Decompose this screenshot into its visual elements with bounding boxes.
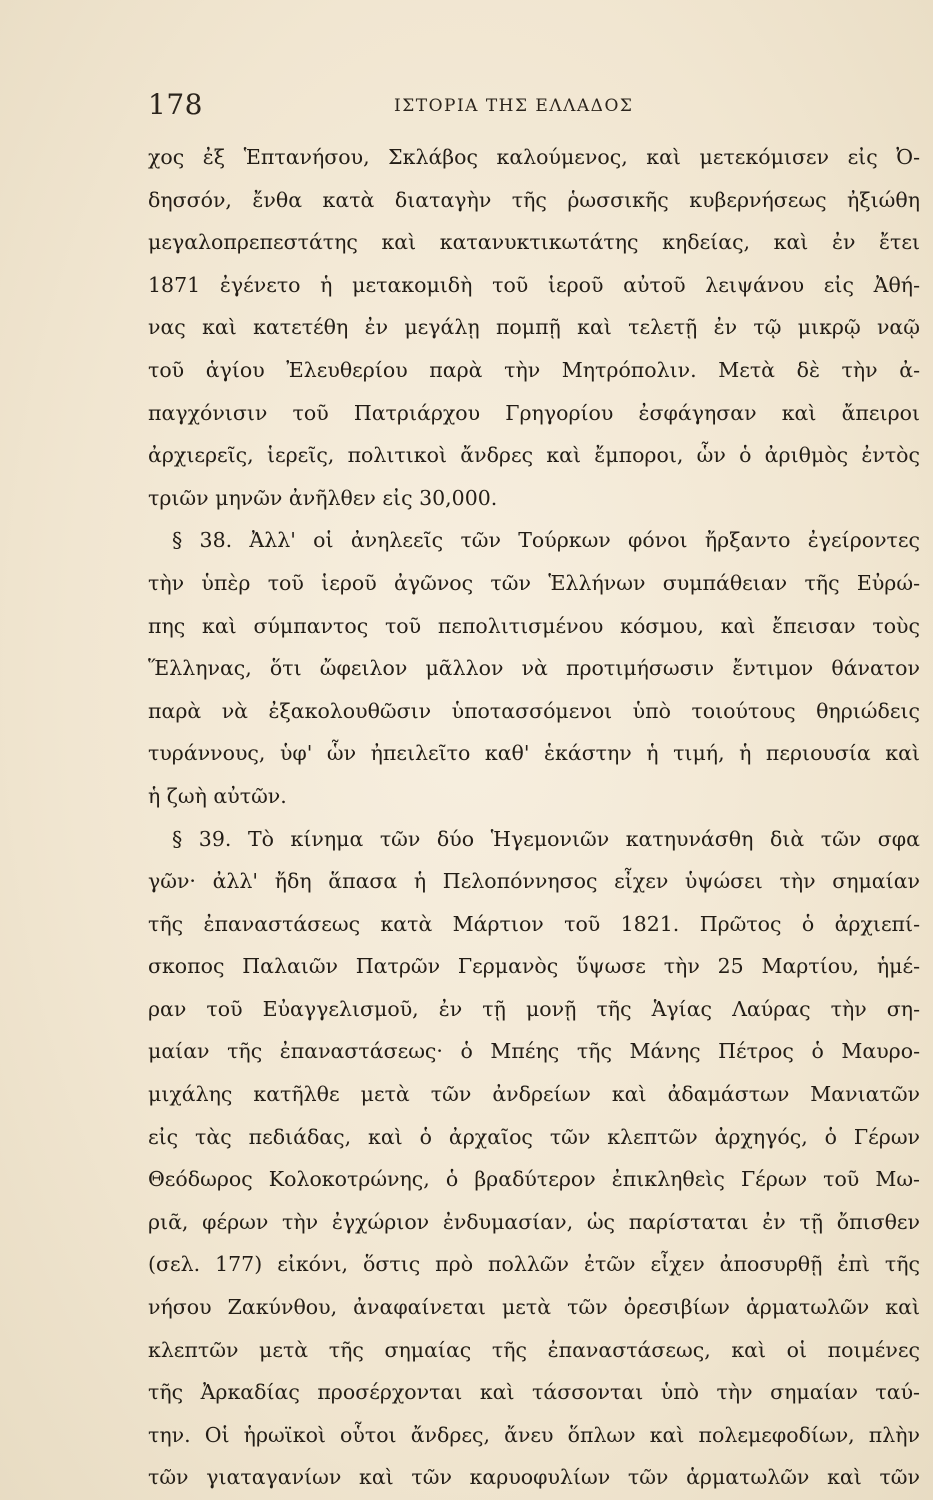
text-line: τυράννους, ὑφ' ὧν ἠπειλεῖτο καθ' ἑκάστην ἡ τιμή, ἡ περιουσία καὶ: [148, 741, 920, 766]
text-line: § 39. Τὸ κίνημα τῶν δύο Ἡγεμονιῶν κατηυνάσθη διὰ τῶν σφα: [172, 826, 920, 851]
page-number: 178: [148, 88, 203, 121]
text-line: 1871 ἐγένετο ἡ μετακομιδὴ τοῦ ἱεροῦ αὐτοῦ λειψάνου εἰς Ἀθή-: [148, 272, 920, 297]
text-line: πης καὶ σύμπαντος τοῦ πεπολιτισμένου κόσμου, καὶ ἔπεισαν τοὺς: [148, 613, 920, 638]
text-line: νας καὶ κατετέθη ἐν μεγάλῃ πομπῇ καὶ τελετῇ ἐν τῷ μικρῷ ναῷ: [148, 315, 920, 340]
text-line: ἡ ζωὴ αὐτῶν.: [148, 783, 287, 808]
text-line: ραν τοῦ Εὐαγγελισμοῦ, ἐν τῇ μονῇ τῆς Ἁγίας Λαύρας τὴν ση-: [148, 996, 920, 1021]
text-line: κλεπτῶν μετὰ τῆς σημαίας τῆς ἐπαναστάσεως, καὶ οἱ ποιμένες: [148, 1337, 920, 1362]
text-line: εἰς τὰς πεδιάδας, καὶ ὁ ἀρχαῖος τῶν κλεπτῶν ἀρχηγός, ὁ Γέρων: [148, 1124, 920, 1149]
text-line: μεγαλοπρεπεστάτης καὶ κατανυκτικωτάτης κηδείας, καὶ ἐν ἔτει: [148, 230, 920, 255]
text-line: (σελ. 177) εἰκόνι, ὅστις πρὸ πολλῶν ἐτῶν εἶχεν ἀποσυρθῇ ἐπὶ τῆς: [148, 1252, 920, 1277]
text-line: παγχόνισιν τοῦ Πατριάρχου Γρηγορίου ἐσφάγησαν καὶ ἄπειροι: [148, 400, 920, 425]
text-line: ἀρχιερεῖς, ἱερεῖς, πολιτικοὶ ἄνδρες καὶ ἔμποροι, ὧν ὁ ἀριθμὸς ἐντὸς: [148, 443, 920, 468]
body-text: [148, 136, 920, 1499]
text-line: σκοπος Παλαιῶν Πατρῶν Γερμανὸς ὕψωσε τὴν 25 Μαρτίου, ἡμέ-: [148, 954, 920, 979]
text-line: τῆς ἐπαναστάσεως κατὰ Μάρτιον τοῦ 1821. Πρῶτος ὁ ἀρχιεπί-: [148, 911, 920, 936]
text-line: την. Οἱ ἡρωϊκοὶ οὗτοι ἄνδρες, ἄνευ ὅπλων καὶ πολεμεφοδίων, πλὴν: [148, 1422, 920, 1447]
text-line: τριῶν μηνῶν ἀνῆλθεν εἰς 30,000.: [148, 485, 498, 510]
text-line: τοῦ ἁγίου Ἐλευθερίου παρὰ τὴν Μητρόπολιν. Μετὰ δὲ τὴν ἀ-: [148, 357, 920, 382]
text-line: τῶν γιαταγανίων καὶ τῶν καρυοφυλίων τῶν ἁρματωλῶν καὶ τῶν: [148, 1465, 920, 1490]
text-line: § 38. Ἀλλ' οἱ ἀνηλεεῖς τῶν Τούρκων φόνοι ἤρξαντο ἐγείροντες: [172, 528, 920, 553]
running-title: ΙΣΤΟΡΙΑ ΤΗΣ ΕΛΛΑΔΟΣ: [394, 96, 634, 116]
text-line: ριᾶ, φέρων τὴν ἐγχώριον ἐνδυμασίαν, ὡς παρίσταται ἐν τῇ ὄπισθεν: [148, 1209, 920, 1234]
text-line: μαίαν τῆς ἐπαναστάσεως· ὁ Μπέης τῆς Μάνης Πέτρος ὁ Μαυρο-: [148, 1039, 920, 1064]
text-line: νήσου Ζακύνθου, ἀναφαίνεται μετὰ τῶν ὀρεσιβίων ἁρματωλῶν καὶ: [148, 1295, 920, 1320]
text-line: δησσόν, ἔνθα κατὰ διαταγὴν τῆς ῥωσσικῆς κυβερνήσεως ἠξιώθη: [148, 187, 920, 212]
text-line: τὴν ὑπὲρ τοῦ ἱεροῦ ἀγῶνος τῶν Ἑλλήνων συμπάθειαν τῆς Εὐρώ-: [148, 570, 920, 595]
text-line: μιχάλης κατῆλθε μετὰ τῶν ἀνδρείων καὶ ἀδαμάστων Μανιατῶν: [148, 1082, 920, 1107]
text-line: χος ἐξ Ἑπτανήσου, Σκλάβος καλούμενος, καὶ μετεκόμισεν εἰς Ὀ-: [148, 145, 920, 169]
page-header: [148, 88, 918, 128]
text-line: Θεόδωρος Κολοκοτρώνης, ὁ βραδύτερον ἐπικληθεὶς Γέρων τοῦ Μω-: [148, 1167, 920, 1192]
text-line: Ἕλληνας, ὅτι ὤφειλον μᾶλλον νὰ προτιμήσωσιν ἔντιμον θάνατον: [148, 656, 920, 681]
text-line: γῶν· ἀλλ' ἤδη ἅπασα ἡ Πελοπόννησος εἶχεν ὑψώσει τὴν σημαίαν: [148, 869, 920, 894]
text-line: παρὰ νὰ ἐξακολουθῶσιν ὑποτασσόμενοι ὑπὸ τοιούτους θηριώδεις: [148, 698, 920, 723]
text-line: τῆς Ἀρκαδίας προσέρχονται καὶ τάσσονται ὑπὸ τὴν σημαίαν ταύ-: [148, 1380, 920, 1405]
